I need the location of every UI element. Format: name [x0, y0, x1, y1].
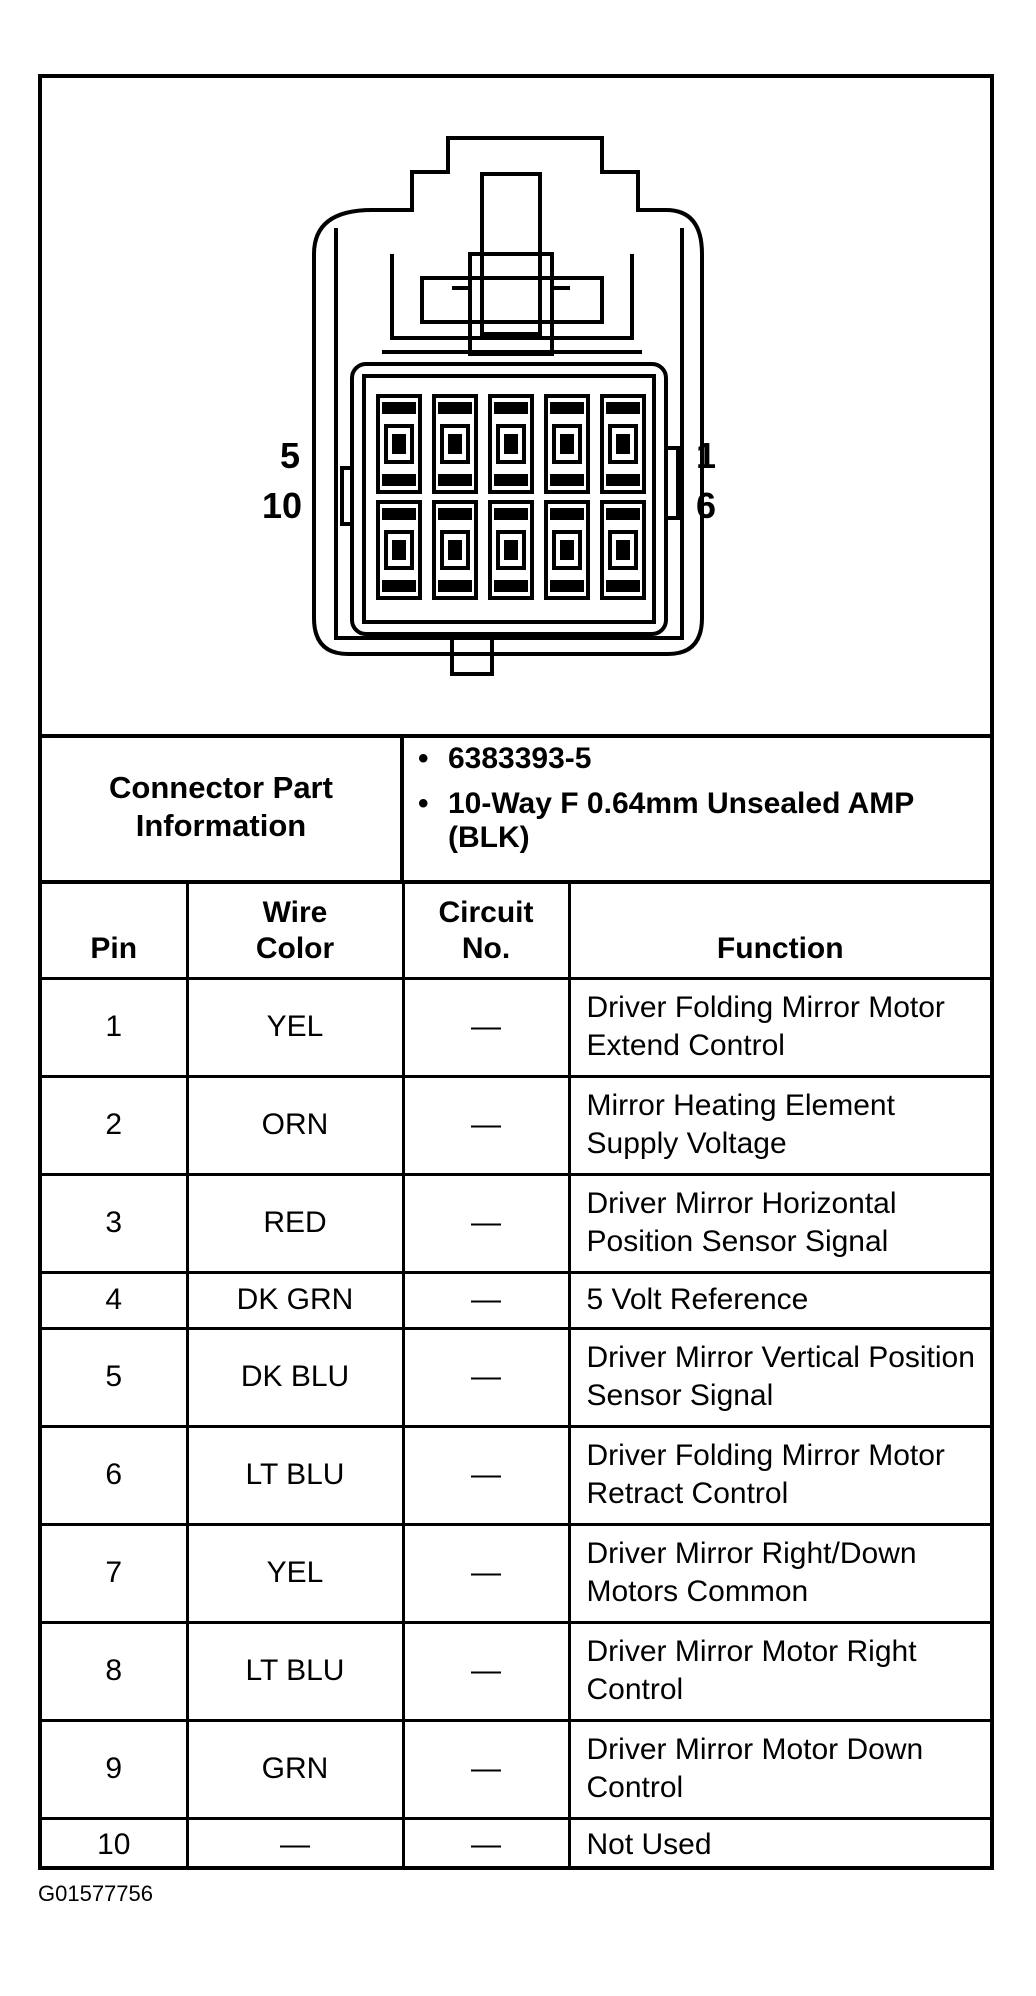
- pin-cavity: [378, 502, 420, 598]
- pin-cavity: [602, 502, 644, 598]
- table-row: [42, 1720, 990, 1818]
- function-cell: Driver Mirror Vertical Position Sensor Signal: [569, 1328, 990, 1426]
- pin-cell: 5: [42, 1328, 187, 1426]
- wire-color-cell: LT BLU: [187, 1426, 403, 1524]
- function-cell: Driver Mirror Horizontal Position Sensor Signal: [569, 1174, 990, 1272]
- table-row: [42, 1328, 990, 1426]
- cavity-grid: [378, 396, 644, 598]
- wire-color-cell: YEL: [187, 978, 403, 1076]
- pin-label-1: 1: [696, 435, 717, 476]
- pin-label-5: 5: [280, 435, 301, 476]
- figure-id: G01577756: [38, 1881, 153, 1906]
- pin-cavity: [490, 502, 532, 598]
- connector-diagram: [42, 78, 990, 738]
- pin-cavity: [490, 396, 532, 492]
- function-cell: Mirror Heating Element Supply Voltage: [569, 1076, 990, 1174]
- pin-cell: 4: [42, 1272, 187, 1328]
- header-function: Function: [569, 880, 990, 978]
- connector-sheet: [38, 74, 994, 1870]
- wire-color-cell: GRN: [187, 1720, 403, 1818]
- function-cell: Driver Mirror Motor Down Control: [569, 1720, 990, 1818]
- wire-color-cell: YEL: [187, 1524, 403, 1622]
- function-cell: Driver Mirror Right/Down Motors Common: [569, 1524, 990, 1622]
- table-row: [42, 1076, 990, 1174]
- pin-label-6: 6: [696, 485, 717, 526]
- connector-info-values: [404, 734, 990, 880]
- circuit-no-cell: —: [403, 1174, 569, 1272]
- pin-cell: 10: [42, 1818, 187, 1870]
- pin-table-header: [42, 880, 990, 978]
- function-cell: Driver Folding Mirror Motor Retract Control: [569, 1426, 990, 1524]
- table-row: [42, 1426, 990, 1524]
- pin-cavity: [434, 396, 476, 492]
- pin-cell: 9: [42, 1720, 187, 1818]
- pin-cell: 1: [42, 978, 187, 1076]
- wire-color-cell: —: [187, 1818, 403, 1870]
- pin-cell: 7: [42, 1524, 187, 1622]
- circuit-no-cell: —: [403, 1426, 569, 1524]
- table-row: [42, 1174, 990, 1272]
- circuit-no-cell: —: [403, 1272, 569, 1328]
- function-cell: Driver Mirror Motor Right Control: [569, 1622, 990, 1720]
- pin-cavity: [602, 396, 644, 492]
- pin-table: [42, 880, 990, 1870]
- wire-color-cell: DK BLU: [187, 1328, 403, 1426]
- circuit-no-cell: —: [403, 1524, 569, 1622]
- wire-color-cell: ORN: [187, 1076, 403, 1174]
- table-row: [42, 1818, 990, 1870]
- pin-cavity: [546, 502, 588, 598]
- wire-color-cell: RED: [187, 1174, 403, 1272]
- circuit-no-cell: —: [403, 1818, 569, 1870]
- wire-color-cell: LT BLU: [187, 1622, 403, 1720]
- circuit-no-cell: —: [403, 1328, 569, 1426]
- circuit-no-cell: —: [403, 1622, 569, 1720]
- circuit-no-cell: —: [403, 1720, 569, 1818]
- wire-color-cell: DK GRN: [187, 1272, 403, 1328]
- table-row: [42, 1524, 990, 1622]
- table-row: [42, 978, 990, 1076]
- pin-cell: 8: [42, 1622, 187, 1720]
- pin-cell: 3: [42, 1174, 187, 1272]
- function-cell: Not Used: [569, 1818, 990, 1870]
- pin-cell: 2: [42, 1076, 187, 1174]
- pin-label-10: 10: [262, 485, 303, 526]
- connector-face-drawing: [42, 78, 990, 734]
- pin-cavity: [434, 502, 476, 598]
- header-pin: Pin: [42, 880, 187, 978]
- function-cell: Driver Folding Mirror Motor Extend Control: [569, 978, 990, 1076]
- table-row: [42, 1272, 990, 1328]
- header-circuit-no: Circuit No.: [403, 880, 569, 978]
- circuit-no-cell: —: [403, 978, 569, 1076]
- connector-part-info: [42, 734, 990, 884]
- connector-part-number: • 6383393-5: [448, 742, 978, 776]
- connector-info-label: Connector Part Information: [42, 734, 404, 880]
- connector-type: • 10-Way F 0.64mm Unsealed AMP (BLK): [448, 787, 978, 855]
- pin-cell: 6: [42, 1426, 187, 1524]
- pin-cavity: [546, 396, 588, 492]
- circuit-no-cell: —: [403, 1076, 569, 1174]
- table-row: [42, 1622, 990, 1720]
- pin-cavity: [378, 396, 420, 492]
- function-cell: 5 Volt Reference: [569, 1272, 990, 1328]
- header-wire-color: Wire Color: [187, 880, 403, 978]
